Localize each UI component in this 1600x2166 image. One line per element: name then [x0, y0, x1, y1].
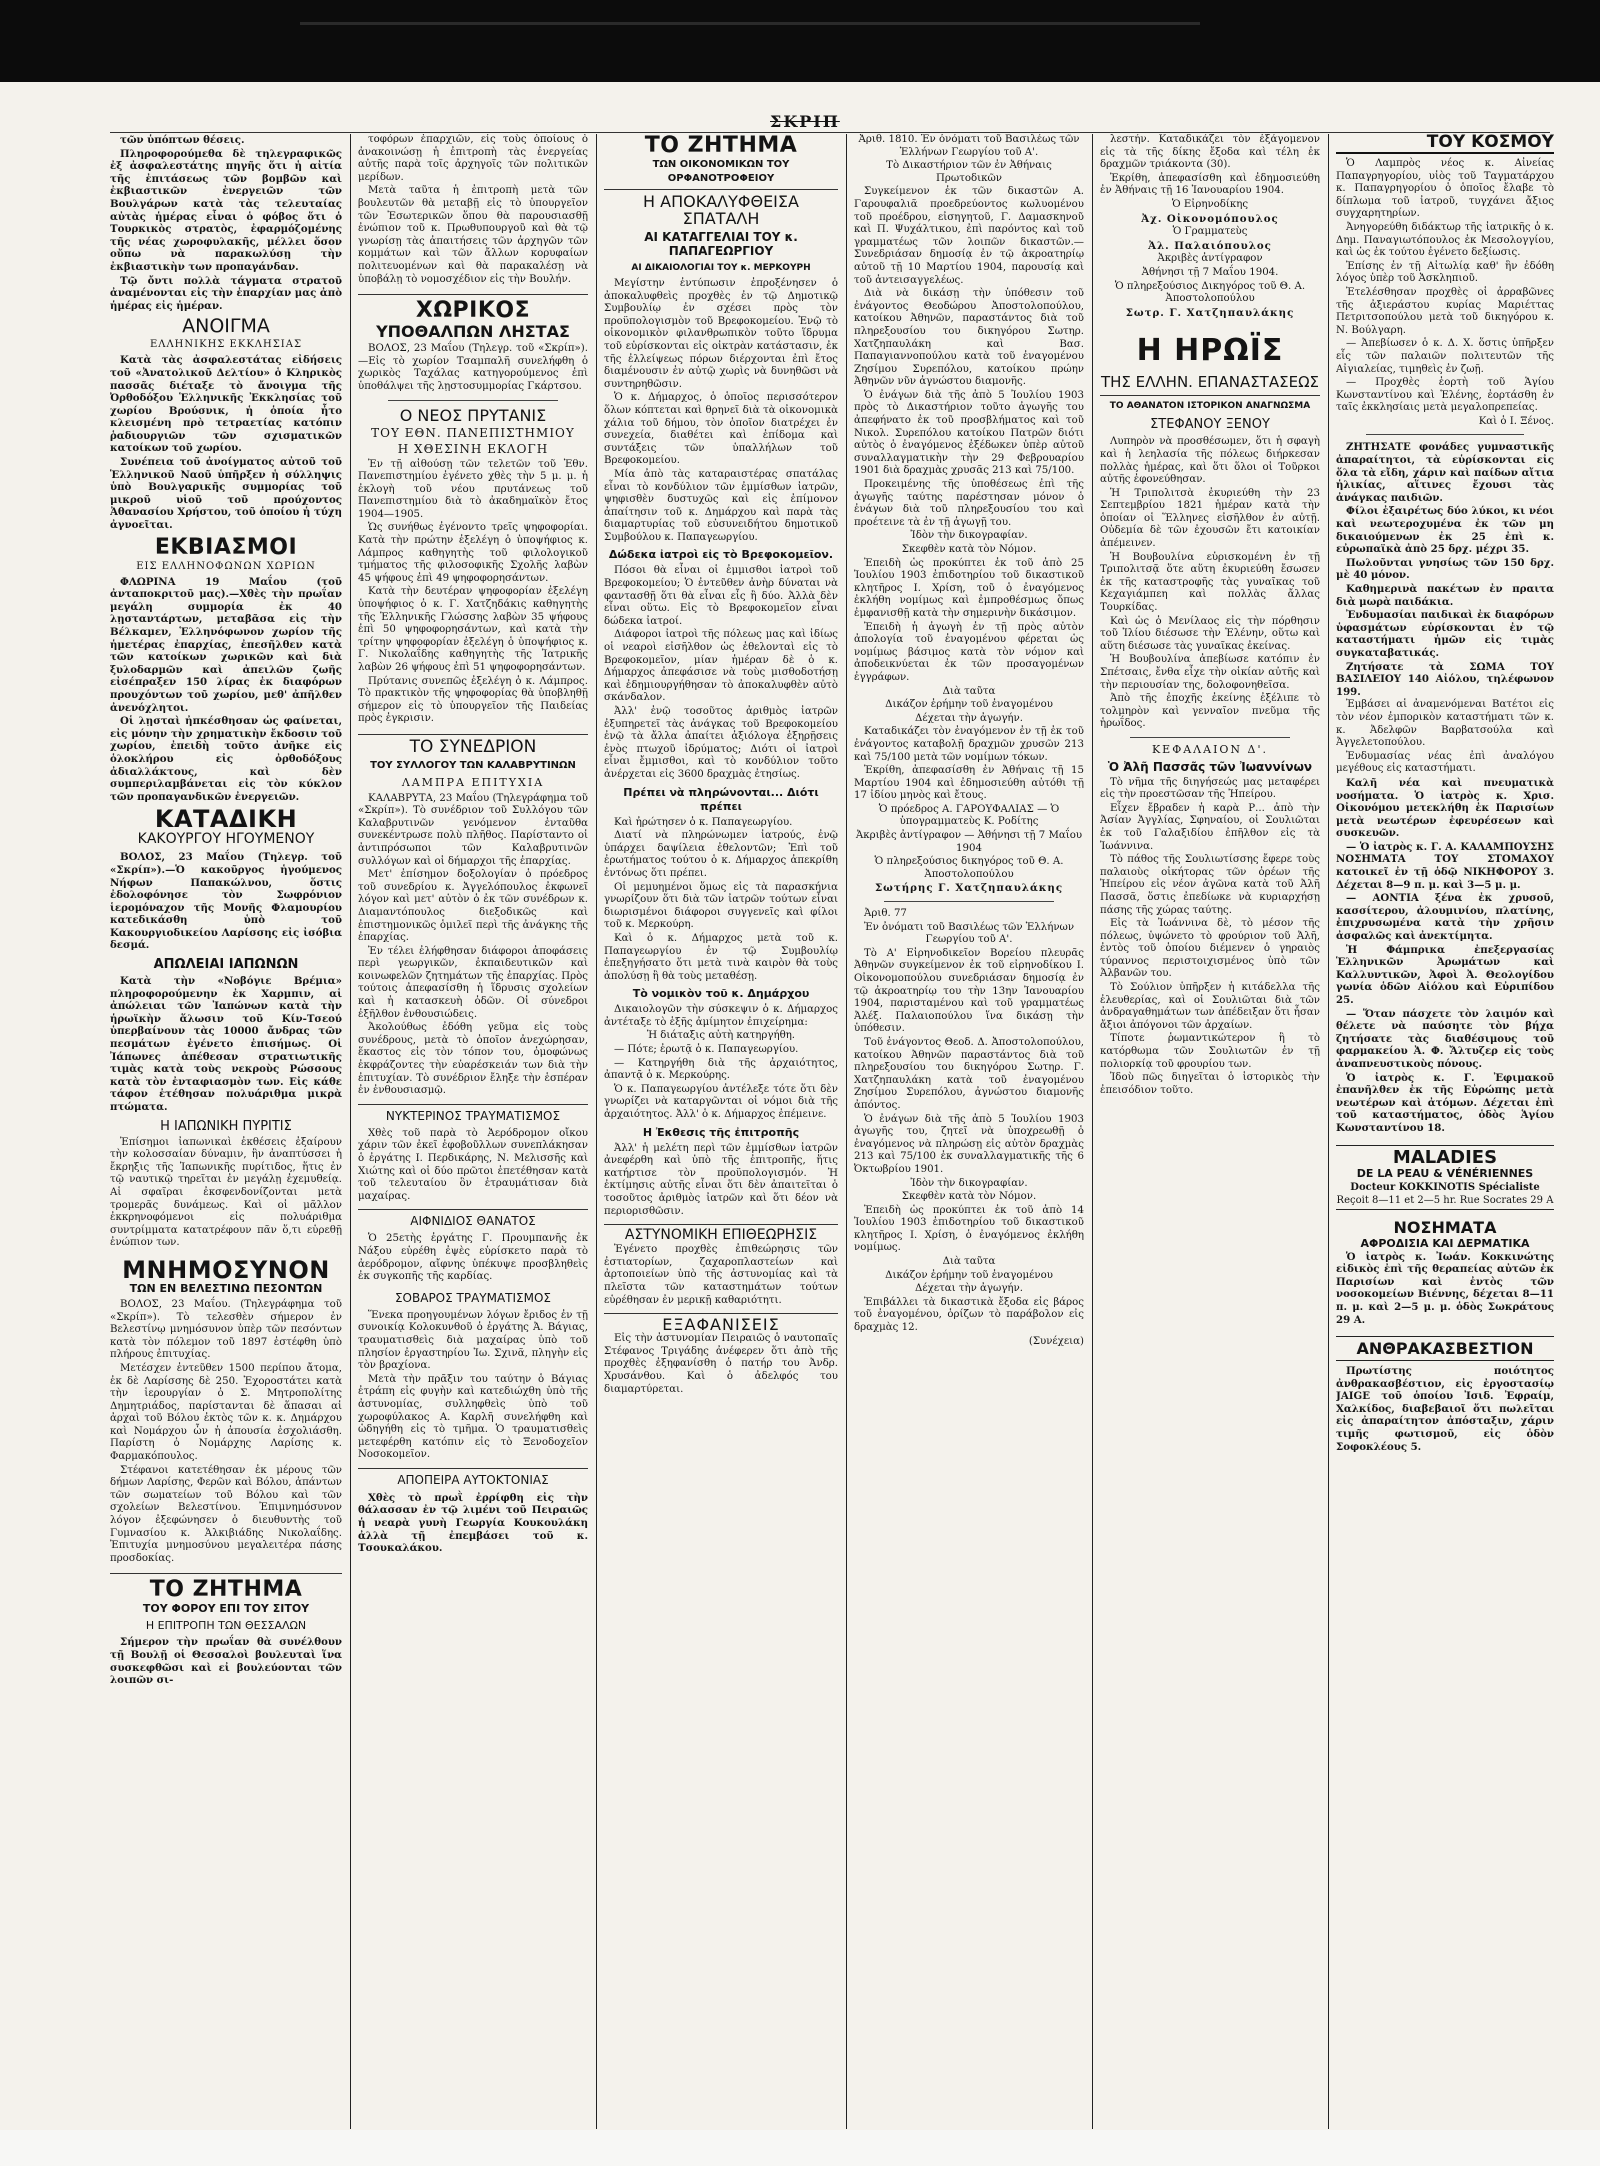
paragraph: Ἰδοὺ πῶς διηγεῖται ὁ ἱστορικὸς τὴν ἐπεισόδιον τοῦτο. [1100, 1072, 1320, 1096]
column-4 [854, 134, 1084, 2129]
headline: ΑΣΤΥΝΟΜΙΚΗ ΕΠΙΘΕΩΡΗΣΙΣ [604, 1224, 838, 1244]
paragraph: — Ἀπεβίωσεν ὁ κ. Δ. Χ. ὅστις ὑπῆρξεν εἷς τῶν παλαιῶν πολιτευτῶν τῆς Αἰγιαλείας, τιμηθεὶς ἐν ζωῇ. [1336, 338, 1554, 375]
subheadline: ΤΟΥ ΕΘΝ. ΠΑΝΕΠΙΣΤΗΜΙΟΥ [371, 425, 575, 440]
signature: Ἀλ. Παλαιόπουλος [1148, 239, 1272, 252]
ad-line: Docteur KOKKINOTIS Spécialiste [1350, 1181, 1540, 1193]
advertisement-box [1336, 1336, 1554, 1361]
paragraph: — Προχθὲς ἑορτὴ τοῦ Ἁγίου Κωνσταντίνου καὶ Ἑλένης, ἐορτάσθη ἐν ταῖς ἐκκλησίαις μετὰ μεγαλοπρεπείας. [1336, 377, 1554, 414]
paragraph: Εἰς τὰ Ἰωάννινα δὲ, τὸ μέσον τῆς πόλεως, ὑψώνετο τὸ φρούριον τοῦ Ἀλῆ, ἐντὸς τοῦ ὁποίου διέμενεν ὁ γηραιὸς τύραννος περιστοιχισμένος ὑπὸ τῶν Ἀλβανῶν του. [1100, 918, 1320, 980]
headline: ΣΟΒΑΡΟΣ ΤΡΑΥΜΑΤΙΣΜΟΣ [394, 1290, 552, 1305]
advertisement: Πρωτίστης ποιότητος ἀνθρακασβέστιον, εἰς ἐργοστασίῳ JAIGE τοῦ ὁποίου Ἰσιδ. Ἐφραίμ, Χαλκίδος, διαβεβαιοῖ ὅτι πωλεῖται εἰς ἀπαραίτητον ἀπόσταξιν, χάριν τιμῆς φωτισμοῦ, εἰς ὁδὸν Σοφοκλέους 5. [1336, 1365, 1554, 1453]
paragraph: Ἐπιβάλλει τὰ δικαστικὰ ἔξοδα εἰς βάρος τοῦ ἐναγομένου, ὁρίζων τὸ παράβολον εἰς δραχμὰς 12. [854, 1296, 1084, 1334]
paragraph: Ἕνεκα προηγουμένων λόγων ἔριδος ἐν τῇ συνοικίᾳ Κολοκυνθοῦ ὁ ἐργάτης Ἀ. Βάγιας, τραυματισθεὶς διὰ μαχαίρας ὑπὸ τοῦ πλησίον ἐργαστηρίου Ἰω. Σχινᾶ, πληγὴν εἰς τὸν βραχίονα. [358, 1309, 588, 1372]
paragraph: Εἰς τὴν ἀστυνομίαν Πειραιῶς ὁ ναυτοπαῖς Στέφανος Τριγάδης ἀνέφερεν ὅτι ἀπὸ τῆς προχθὲς ἐξηφανίσθη ὁ πατήρ του Ἀνδρ. Χρυσάνθου. Καὶ ὁ ἀδελφός του διαμαρτύρεται. [604, 1333, 838, 1395]
ad-title: MALADIES [1392, 1146, 1498, 1168]
column-2 [358, 134, 588, 2129]
paragraph: τοφόρων ἐπαρχιῶν, εἰς τοὺς ὁποίους ὁ ἀνακοινώσῃ ἡ ἐπιτροπὴ τὰς ἐνεργείας αὐτῆς παρὰ τοῖς ἀρχηγοῖς τῶν πολιτικῶν μερίδων. [358, 134, 588, 183]
subheadline: ΤΟΥ ΣΥΛΛΟΓΟΥ ΤΩΝ ΚΑΛΑΒΡΥΤΙΝΩΝ [370, 759, 576, 771]
headline: ΕΚΒΙΑΣΜΟΙ [154, 534, 298, 560]
paragraph: Ὁ κ. Δήμαρχος, ὁ ὁποῖος περισσότερον ὅλων κόπτεται καὶ θρηνεῖ διὰ τὰ οἰκονομικὰ χάλια τοῦ δήμου, τὸν ὁποῖον διατρέχει ἐν συνεχεία, διαθέτει καὶ ἐπίδομα καὶ συντάξεις τῶν ὑπαλλήλων τοῦ Βρεφοκομείου. [604, 392, 838, 467]
paragraph: Τὸ Σούλιον ὑπῆρξεν ἡ κιτάδελλα τῆς ἐλευθερίας, καὶ οἱ Σουλιῶται διὰ τῶν ἀνδραγαθημάτων των ἀπέδειξαν ὅτι ἦσαν ἄξιοι ἀπόγονοι τῶν ἀρχαίων. [1100, 982, 1320, 1031]
paragraph: Πρύτανις συνεπῶς ἐξελέγη ὁ κ. Λάμπρος. Τὸ πρακτικὸν τῆς ψηφοφορίας θὰ ὑποβληθῇ σήμερον εἰς τὸ ὑπουργεῖον τῆς Παιδείας πρὸς ἐγκρισιν. [358, 675, 588, 725]
column-5 [1100, 134, 1320, 2129]
paragraph: Ὁ Εἰρηνοδίκης [1171, 198, 1249, 210]
chapter-heading: ΚΕΦΑΛΑΙΟΝ Δ'. [1151, 742, 1269, 756]
paragraph: Ἀλλ' ἡ μελέτη περὶ τῶν ἐμμίσθων ἰατρῶν ἀνεφέρθη καὶ ὑπὸ τῆς ἐπιτροπῆς, ἥτις κατήρτισε τὸν προϋπολογισμόν. Ἡ ἐκτίμησις αὐτῆς εἶναι ὅτι δὲν ἀπαιτεῖται ὁ τοσοῦτος ἀριθμὸς ἰατρῶν καὶ ὅτι δέον νὰ περιορισθῶσιν. [604, 1142, 838, 1217]
paragraph: Μετὰ τὴν πρᾶξιν του ταύτην ὁ Βάγιας ἐτράπη εἰς φυγὴν καὶ κατεδιώχθη ὑπὸ τῆς ἀστυνομίας, συλληφθεὶς ὑπὸ τοῦ χωροφύλακος Α. Καρλῆ συνελήφθη καὶ ὡδηγήθη εἰς τὸ τμῆμα. Ὁ τραυματισθεὶς μετεφέρθη κατόπιν εἰς τὸ Ξενοδοχεῖον Νοσοκομεῖον. [358, 1373, 588, 1461]
subheadline: Η ΧΘΕΣΙΝΗ ΕΚΛΟΓΗ [397, 441, 549, 456]
ad-subtitle: ΑΦΡΟΔΙΣΙΑ ΚΑΙ ΔΕΡΜΑΤΙΚΑ [1360, 1236, 1530, 1250]
paragraph: Καὶ ὁ Ι. Ξένος. [1478, 415, 1554, 427]
paragraph: Ἐκρίθη, ἀπεφασίσθη ἐν Ἀθήναις τῇ 15 Μαρτίου 1904 καὶ ἐδημοσιεύθη αὐτόθι τῇ 17 ἰδίου μηνὸς καὶ ἔτους. [854, 765, 1084, 802]
advertisement: Ζητήσατε τὰ ΣΩΜΑ ΤΟΥ ΒΑΣΙΛΕΙΟΥ 140 Αἰόλου, τηλέφωνον 199. [1336, 660, 1554, 698]
signature: Σωτήρης Γ. Χατζηπαυλάκης [874, 882, 1064, 895]
paragraph: Ἀκριβὲς ἀντίγραφον [1157, 253, 1263, 265]
advertisement: — ΑΟΝΤΙΑ ξένα ἐκ χρυσοῦ, κασσίτερου, ἀλουμινίου, πλατίνης, ἐπιχρυσωμένα κατὰ τὴν χρῆσιν ἀσφαλῶς καὶ ἀνεκτίμητα. [1336, 892, 1554, 943]
paragraph: Τὸ Α' Εἰρηνοδικεῖον Βορείου πλευρᾶς Ἀθηνῶν συγκείμενον ἐκ τοῦ εἰρηνοδίκου Ι. Οἰκονομοπούλου συνεδριάσαν δημοσίᾳ ἐν τῷ ἀκροατηρίῳ του τὴν 13ην Ἰανουαρίου 1904, παρισταμένου καὶ τοῦ γραμματέως Ἀλέξ. Παλαιοπούλου ἵνα δικάσῃ τὴν ὑπόθεσιν. [854, 947, 1084, 1035]
paragraph: Διατί νὰ πληρώνωμεν ἰατρούς, ἐνῷ ὑπάρχει δαψίλεια ἐθελοντῶν; Ἐπὶ τοῦ ἐρωτήματος τούτου ὁ κ. Δήμαρχος ἀπεκρίθη ἐντόνως ὅτι πρέπει. [604, 830, 838, 879]
subheadline: Η ΕΠΙΤΡΟΠΗ ΤΩΝ ΘΕΣΣΑΛΩΝ [145, 1619, 307, 1633]
paragraph: Ὁ ἐνάγων διὰ τῆς ἀπὸ 5 Ἰουλίου 1903 ἀγωγῆς του, ζητεῖ νὰ ὑποχρεωθῇ ὁ ἐναγόμενος νὰ πληρώσῃ εἰς αὐτὸν δραχμὰς 213 καὶ 75/100 ἐκ συναλλαγματικῆς τῆς 6 Ὀκτωβρίου 1901. [854, 1113, 1084, 1175]
paragraph: Ἐν τέλει ἐλήφθησαν διάφοροι ἀποφάσεις περὶ γεωργικῶν, ἐκπαιδευτικῶν καὶ κοινωφελῶν ζητημάτων τῆς ἐπαρχίας. Πρὸς τούτοις ἀπεφασίσθη ἡ ἵδρυσις σχολείων καὶ ἡ κατασκευὴ ὁδῶν. Οἱ σύνεδροι ἐξῆλθον ἐνθουσιώδεις. [358, 945, 588, 1020]
headline: ΕΞΑΦΑΝΙΣΕΙΣ [604, 1313, 838, 1333]
paragraph: Ἐπειδὴ ὡς προκύπτει ἐκ τοῦ ἀπὸ 25 Ἰουλίου 1903 ἐπιδοτηρίου τοῦ δικαστικοῦ κλητῆρος Ι. Χρίση, τοῦ ὁ ἐναγόμενος ἐκλήθη νομίμως καὶ ἐμπροθέσμως ὅπως ἐμφανισθῇ κατὰ τὴν σημερινὴν δικάσιμον. [854, 557, 1084, 619]
ad-title: ΑΝΘΡΑΚΑΣΒΕΣΤΙΟΝ [1356, 1339, 1534, 1359]
paragraph: Ἀριθ. 77 [864, 908, 907, 920]
paragraph: Συνέπεια τοῦ ἀνοίγματος αὐτοῦ τοῦ Ἑλληνικοῦ Ναοῦ ὑπῆρξεν ἡ σύλληψις ὑπὸ Βουλγαρικῆς συμμορίας τοῦ μικροῦ υἱοῦ τοῦ προύχοντος Ἀθανασίου Χρήστου, τοῦ ὁποίου ἡ τύχη ἀγνοεῖται. [110, 456, 342, 532]
signature: Ἀχ. Οἰκονομόπουλος [1141, 212, 1279, 225]
advertisement: Ἡ Φάμπρικα ἐπεξεργασίας Ἑλληνικῶν Ἀρωμάτων καὶ Καλλυντικῶν, Ἀφοὶ Ἀ. Θεολογίδου γωνία ὁδῶν Αἰόλου καὶ Εὐριπίδου 25. [1336, 943, 1554, 1006]
paragraph: Ὁ ἐνάγων διὰ τῆς ἀπὸ 5 Ἰουλίου 1903 πρὸς τὸ Δικαστήριον τοῦτο ἀγωγῆς του ἀπεφήνατο ἐκ τοῦ προσβλήματος καὶ τοῦ Νικολ. Συρεπόλου κατοίκου Πατρῶν διότι αὐτὸς ὁ ἐναγόμενος ἐξέδωκεν ὑπὲρ αὐτοῦ συναλλαγματικὴν τὴν 29 Φεβρουαρίου 1901 διὰ δραχμὰς χρυσᾶς 213 καὶ 75/100. [854, 389, 1084, 477]
advertisement: Φίλοι ἐξαιρέτως δύο λύκοι, κι νέοι καὶ νεωτεροχυμένα ἐκ τῶν μη δικαιούμενων ἐκ 25 ἐπὶ κ. εὐρωπαϊκὰ ἀπὸ 25 δρχ. μέχρι 35. [1336, 505, 1554, 556]
paragraph: ΒΟΛΟΣ, 23 Μαΐου (Τηλεγρ. τοῦ «Σκρίπ»).—Ὁ κακοῦργος ἡγούμενος Νήφων Παπακώλνου, ὅστις ἐδολοφόνησε τὸν Σωφρόνιον ἱερομόναχον τῆς Μονῆς Φλαμουρίου κατεδικάσθη ὑπὸ τοῦ Κακουργιοδικείου Λαρίσσης εἰς ἰσόβια δεσμά. [110, 851, 342, 952]
column-3 [604, 134, 838, 2129]
paragraph: Ἀθήνησι τῇ 7 Μαΐου 1904. [1141, 266, 1279, 278]
subheadline: ΕΙΣ ΕΛΛΗΝΟΦΩΝΩΝ ΧΩΡΙΩΝ [136, 560, 316, 572]
serial-subtitle: ΤΗΣ ΕΛΛΗΝ. ΕΠΑΝΑΣΤΑΣΕΩΣ [1100, 373, 1320, 392]
paragraph: Ὁ πληρεξούσιος Δικηγόρος τοῦ Θ. Α. Ἀποστολοπούλου [1114, 280, 1306, 305]
paragraph: Τῷ ὄντι πολλὰ τάγματα στρατοῦ ἀναμένονται εἰς τὴν ἐπαρχίαν μας ἀπὸ ἡμέρας εἰς ἡμέραν. [110, 274, 342, 312]
headline: ΑΙΦΝΙΔΙΟΣ ΘΑΝΑΤΟΣ [358, 1209, 588, 1230]
paragraph: Ἐκρίθη, ἀπεφασίσθη καὶ ἐδημοσιεύθη ἐν Ἀθήναις τῇ 16 Ἰανουαρίου 1904. [1100, 172, 1320, 197]
paragraph: Εἶχεν ἔβραδεν ἡ καρὰ Ρ... ἀπὸ τὴν Ἀσίαν Ἀγγλίας, Σφηναίου, οἱ Σουλιῶται ἐκ τοῦ Γαλαξιδίου ἐπῆλθον εἰς τὰ Ἰωάννινα. [1100, 802, 1320, 852]
paragraph: Στέφανοι κατετέθησαν ἐκ μέρους τῶν δήμων Λαρίσης, Φερῶν καὶ Βόλου, ἁπάντων τῶν σωματείων τοῦ Βόλου καὶ τῶν σχολείων Βελεστίνου. Ἐπιμνημόσυνον λόγον ἐξεφώνησεν ὁ διευθυντὴς τοῦ Γυμνασίου κ. Ἀλκιβιάδης Νικολαΐδης. Ἐπιτυχία μνημοσύνου μεγαλειτέρα πάσης προσδοκίας. [110, 1464, 342, 1564]
paragraph: Κατὰ τὴν δευτέραν ψηφοφορίαν ἐξελέγη ὑποψήφιος ὁ κ. Γ. Χατζηδάκις καθηγητὴς τῆς Ἑλληνικῆς Γλώσσης λαβὼν 35 ψήφους ἐπὶ 50 ψηφοφορησάντων, καὶ κατὰ τὴν τρίτην ψηφοφορίαν ἐξελέγη ὁ ὑποψήφιος κ. Γ. Νικολαΐδης καθηγητὴς τῆς Ἰατρικῆς λαβὼν 26 ψήφους ἐπὶ 51 ψηφοφορησάντων. [358, 586, 588, 673]
paragraph: Τὸ νῆμα τῆς διηγήσεώς μας μεταφέρει εἰς τὴν προεστῶσαν τῆς Ἠπείρου. [1100, 776, 1320, 801]
headline: ΑΠΟΠΕΙΡΑ ΑΥΤΟΚΤΟΝΙΑΣ [358, 1468, 588, 1489]
subheadline: ΑΙ ΚΑΤΑΓΓΕΛΙΑΙ ΤΟΥ κ. ΠΑΠΑΓΕΩΡΓΙΟΥ [644, 230, 798, 258]
serial-author: ΣΤΕΦΑΝΟΥ ΞΕΝΟΥ [1150, 417, 1270, 433]
subheadline: ΑΙ ΔΙΚΑΙΟΛΟΓΙΑΙ ΤΟΥ κ. ΜΕΡΚΟΥΡΗ [631, 263, 811, 273]
headline: ΝΥΚΤΕΡΙΝΟΣ ΤΡΑΥΜΑΤΙΣΜΟΣ [358, 1104, 588, 1125]
paragraph: Καὶ ὡς ὁ Μενίλαος εἰς τὴν πόρθησιν τοῦ Ἰλίου διέσωσε τὴν Ἑλένην, οὕτω καὶ αὕτη διέσωσε τὰς γυναῖκας ἐκείνας. [1100, 615, 1320, 652]
paragraph: Ἐπειδὴ ὡς προκύπτει ἐκ τοῦ ἀπὸ 14 Ἰουλίου 1903 ἐπιδοτηρίου τοῦ δικαστικοῦ κλητῆρος Ι. Χρίση, ὁ ἐναγόμενος ἐκλήθη νομίμως. [854, 1204, 1084, 1254]
paragraph: Διὰ νὰ δικάσῃ τὴν ὑπόθεσιν τοῦ ἐνάγοντος Θεοδώρου Ἀποστολοπούλου, κατοίκου Ἀθηνῶν, παραστάντος διὰ τοῦ πληρεξουσίου του δικηγόρου Σωτηρ. Χατζηπαυλάκη καὶ Βασ. Παπαγιαννοπούλου κατὰ τοῦ ἐναγομένου Ζησίμου Συρεπόλου, κατοίκου πρώην Ἀθηνῶν νῦν ἀγνώστου διαμονῆς. [854, 288, 1084, 388]
paragraph: Καὶ ἠρώτησεν ὁ κ. Παπαγεωργίου. [614, 816, 793, 828]
column-6 [1336, 134, 1554, 2129]
paragraph: Ἐπίσημοι ἰαπωνικαὶ ἐκθέσεις ἐξαίρουν τὴν κολοσσαίαν δύναμιν, ἣν ἀναπτύσσει ἡ ἔκρηξις τῆς Ἰαπωνικῆς πυρίτιδος, ἥτις ἐν τῷ ναυτικῷ τηρεῖται ἐν μεγάλῃ ἐχεμυθείᾳ. Αἱ σφαῖραι ἐκσφενδονίζονται μετὰ τρομερᾶς δυνάμεως. Καὶ οἱ μᾶλλον ἐκκρηνοφόμενοι εἰς πολυάριθμα συντρίμματα κατατρέφουν πᾶν ὅ,τι εὑρεθῇ ἐνώπιον των. [110, 1136, 342, 1249]
paragraph: Προκειμένης τῆς ὑποθέσεως ἐπὶ τῆς ἀγωγῆς ταύτης παρέστησαν μόνον ὁ ἐνάγων διὰ τοῦ πληρεξουσίου του καὶ προέτεινε τὰ ἐν τῇ ἀγωγῇ του. [854, 479, 1084, 528]
headline: ΚΑΤΑΔΙΚΗ [154, 805, 298, 834]
paragraph: Τὸ Δικαστήριον τῶν ἐν Ἀθήναις Πρωτοδικῶν [886, 160, 1052, 184]
paragraph: — Κατηργήθη διὰ τῆς ἀρχαιότητος, ἀπαντᾷ ὁ κ. Μερκούρης. [604, 1057, 838, 1082]
subheadline: ΤΩΝ ΟΙΚΟΝΟΜΙΚΩΝ ΤΟΥ ΟΡΦΑΝΟΤΡΟΦΕΙΟΥ [652, 159, 790, 184]
paragraph: Ἀκριβὲς ἀντίγραφον — Ἀθήνησι τῇ 7 Μαΐου 1904 [855, 830, 1083, 854]
paragraph: Ἐν ὀνόματι τοῦ Βασιλέως τῶν Ἑλλήνων Γεωργίου τοῦ Α'. [863, 921, 1075, 946]
paragraph: Μία ἀπὸ τὰς καταραιστέρας σπατάλας εἶναι τὸ κονδύλιον τῶν ἐμμίσθων ἰατρῶν, ψηφισθὲν δυστυχῶς καὶ εἰς ἐπίμονον ἀπαίτησιν τοῦ κ. Δημάρχου καὶ παρὰ τὰς διαμαρτυρίας τοῦ εὐσυνειδήτου δημοτικοῦ Συμβούλου κ. Παπαγεωργίου. [604, 468, 838, 543]
headline: Ο ΝΕΟΣ ΠΡΥΤΑΝΙΣ [399, 405, 547, 425]
paragraph: Διὰ ταῦτα [942, 685, 996, 697]
paragraph: Καὶ ὁ κ. Δήμαρχος μετὰ τοῦ κ. Παπαγεωργίου ἐν τῷ Συμβουλίῳ ἐπεξηγήσατο ὅτι μετὰ τινὰ καιρὸν θὰ τοὺς ἀπολύσῃ ἢ θὰ τοὺς μεταθέσῃ. [604, 932, 838, 982]
headline: ΤΟ ΣΥΝΕΔΡΙΟΝ [358, 734, 588, 756]
paragraph: Χθὲς τὸ πρωῒ ἐρρίφθη εἰς τὴν θάλασσαν ἐν τῷ λιμένι τοῦ Πειραιῶς ἡ νεαρὰ γυνὴ Γεωργία Κουκουλάκη ἀλλὰ τῇ ἐπεμβάσει τοῦ κ. Τσουκαλάκου. [358, 1491, 588, 1555]
subheadline: ΛΑΜΠΡΑ ΕΠΙΤΥΧΙΑ [401, 775, 545, 789]
ad-title: ΝΟΣΗΜΑΤΑ [1393, 1217, 1497, 1237]
advertisement: — Ὅταν πάσχετε τὸν λαιμόν καὶ θέλετε νὰ παύσητε τὸν βήχα ζητήσατε τὰς διαθέσιμους τοῦ φαρμακείου Ἀ. Φ. Ἄλτυζερ εἰς τοὺς ἀναπνευστικοὺς πόνους. [1336, 1007, 1554, 1070]
headline: ΑΝΟΙΓΜΑ [182, 315, 270, 338]
advertisement-box [1336, 1145, 1554, 1210]
paragraph: Ὁ πληρεξούσιος δικηγόρος τοῦ Θ. Α. Ἀποστολοπούλου [874, 856, 1064, 880]
page-folio: ΣΚΡΙΠ [770, 112, 840, 131]
paragraph: Κατὰ τὴν «Νοβόγιε Βρέμια» πληροφορούμενην ἐκ Χαρμπιν, αἱ ἀπώλειαι τῶν Ἰαπώνων κατὰ τὴν ἡρωϊκὴν ἅλωσιν τοῦ Κίν-Τσεού ὑπερβαίνουν τὰς 10000 ἄνδρας τῶν πεσμάτων ἐγένετο ἐπισήμως. Οἱ Ἰάπωνες ἀπέθεσαν στρατιωτικῆς τιμὰς κατὰ τοὺς νεκροὺς Ρώσσους κατὰ τὸν ἐνταφιασμὸν των. Εἰς κάθε τάφον ἐτέθησαν πολυάριθμα μικρὰ πτώματα. [110, 975, 342, 1113]
advertisement: Πωλοῦνται γνησίως τῶν 150 δρχ. μὲ 40 μόνον. [1336, 556, 1554, 582]
subheadline: ΕΛΛΗΝΙΚΗΣ ΕΚΚΛΗΣΙΑΣ [149, 339, 303, 351]
paragraph: Ἐπίσης ἐν τῇ Αἰτωλίᾳ καθ' ἣν ἐδόθη λόγος ὑπὲρ τοῦ Ἀσκληπιοῦ. [1336, 260, 1554, 285]
headline: ΤΟ ΖΗΤΗΜΑ [644, 134, 798, 158]
paragraph: Ἡ διάταξις αὐτὴ κατηργήθη. [646, 1030, 796, 1042]
paragraph: Δικαιολογῶν τὴν σύσκεψιν ὁ κ. Δήμαρχος ἀντέταξε τὸ ἑξῆς ἀμίμητον ἐπιχείρημα: [604, 1004, 838, 1028]
paragraph: Ὁ Γραμματεὺς [1172, 226, 1248, 238]
paragraph: λεστήν. Καταδικάζει τὸν ἐξάγομενον εἰς τὰ τῆς δίκης ἔξοδα καὶ τέλη ἐκ δραχμῶν τριάκοντα (30). [1100, 134, 1320, 171]
paragraph: Συγκείμενον ἐκ τῶν δικαστῶν Α. Γαρουφαλιᾶ προεδρεύοντος κωλυομένου τοῦ προέδρου, εἰσηγητοῦ, Γ. Δαμασκηνοῦ καὶ Π. Ψυχάλτικου, ἐπὶ παρόντος καὶ τοῦ γραμματέως τῶν λοιπῶν δικαστῶν.—Συνεδριάσαν δημοσίᾳ ἐν τῷ ἀκροατηρίῳ αὐτοῦ τῇ 10 Μαρτίου 1904, παρουσίᾳ καὶ τοῦ ἀντεισαγγελέως. [854, 186, 1084, 286]
paragraph: ΒΟΛΟΣ, 23 Μαΐου (Τηλεγρ. τοῦ «Σκρίπ»).—Εἰς τὸ χωρίον Τσαμπαλῆ συνελήφθη ὁ χωρικὸς Ταχάλας κατηγορούμενος ἐπὶ ὑποθάλψει τῆς λῃστοσυμμορίας Γκάρτσου. [358, 343, 588, 392]
paragraph: Οἱ μεμυημένοι ὅμως εἰς τὰ παρασκήνια γνωρίζουν ὅτι διὰ τῶν ἰατρῶν τούτων εἶναι διωρισμένοι διάφοροι συγγενεῖς καὶ φίλοι τοῦ κ. Μερκούρη. [604, 881, 838, 931]
paragraph: Ὁ πρόεδρος Α. ΓΑΡΟΥΦΑΛΙΑΣ — Ὁ ὑπογραμματεὺς Κ. Ροδίτης [878, 803, 1060, 828]
paragraph: Ἀλλ' ἐνῷ τοσοῦτος ἀριθμὸς ἰατρῶν ἐξυπηρετεῖ τὰς ἀνάγκας τοῦ Βρεφοκομείου ἐνῷ τὰ ἄλλα ἀπαίτει ἀξιόλογα ἐξηρῇσεις ἐνὸς πτωχοῦ ἰδρύματος; Διότι οἱ ἰατροὶ εἶναι ἔμμισθοι, καὶ τὸ κονδύλιον τοῦτο ἀνέρχεται εἰς 3600 δραχμὰς ἐτησίως. [604, 706, 838, 780]
paragraph: Λυπηρὸν νὰ προσθέσωμεν, ὅτι ἡ σφαγὴ καὶ ἡ λεηλασία τῆς πόλεως διήρκεσαν πολλὰς ἡμέρας, καὶ ὅτι ὅλοι οἱ Τοῦρκοι αὐτῆς ἐφονεύθησαν. [1100, 436, 1320, 486]
paragraph: Ἡ Βουβουλίνα εὑρισκομένη ἐν τῇ Τριπολιτσᾷ ὅτε αὕτη ἐκυριεύθη ἔσωσεν ἐκ τῆς καταστροφῆς τὰς γυναῖκας τοῦ Κεχαγιάμπεη καὶ πολλὰς ἄλλας Τουρκίδας. [1100, 551, 1320, 614]
paragraph: Μεγίστην ἐντύπωσιν ἐπροξένησεν ὁ ἀποκαλυφθεὶς προχθὲς ἐν τῷ Δημοτικῷ Συμβουλίῳ ἐν σχέσει πρὸς τὸν προϋπολογισμὸν τοῦ Βρεφοκομείου. Ἐνῷ τὸ οἰκονομικὸν φιλανθρωπικὸν τοῦτο ἵδρυμα τοῦ εὑρίσκονται εἰς οἰκτρὰν κατάστασιν, ἐκ τῆς ἐλλείψεως πόρων διέρχονται ἐπὶ ἔτος διαμένουσιν ἐν αὐτῷ χωρὶς νὰ δυνηθῶσι νὰ συντηρηθῶσιν. [604, 278, 838, 390]
chapter-title: Ὁ Ἀλῆ Πασσᾶς τῶν Ἰωαννίνων [1107, 759, 1313, 774]
advertisement: Καλῆ νέα καὶ πνευματικὰ νοσήματα. Ὁ ἰατρὸς κ. Χρισ. Οἰκονόμου μετεκλήθη ἐκ Παρισίων μετὰ νεωτέρων ἐφευρέσεων καὶ συσκευῶν. [1336, 776, 1554, 840]
advertisement: ΖΗΤΗΣΑΤΕ φονάδες γυμναστικῆς ἀπαραίτητοι, τὰ εὑρίσκονται εἰς ὅλα τὰ εἴδη, χάριν καὶ παίδων αἴτια ἡλικίας, αἵτινες ἔχουσι τὰς ἀνάγκας παιδιῶν. [1336, 441, 1554, 504]
paragraph: Πόσοι θὰ εἶναι οἱ ἐμμισθοι ἰατροὶ τοῦ Βρεφοκομείου; Ὁ ἐντεῦθεν ἀνὴρ δύναται νὰ φαντασθῇ ὅτι θὰ εἶναι εἷς ἢ δύο. Ἀλλὰ δὲν εἶναι οὕτω. Εἰς τὸ Βρεφοκομεῖον εἶναι δώδεκα ἰατροί. [604, 565, 838, 627]
subheadline: Τὸ νομικὸν τοῦ κ. Δημάρχου [632, 987, 810, 1001]
signature: Σωτρ. Γ. Χατζηπαυλάκης [1125, 306, 1295, 319]
paragraph: Δέχεται τὴν ἀγωγήν. [915, 1283, 1023, 1295]
section-header: ΤΟΥ ΚΟΣΜΟΥ [1336, 134, 1554, 154]
ad-line: Reçoit 8—11 et 2—5 hr. Rue Socrates 29 A [1336, 1194, 1554, 1206]
paragraph: Μετέσχεν ἐντεῦθεν 1500 περίπου ἄτομα, ἐκ δὲ Λαρίσσης δὲ 250. Ἐχοροστάτει κατὰ τὴν ἱερουργίαν ὁ Σ. Μητροπολίτης Δημητριάδος, παρίστανται δὲ ἅπασαι αἱ ἀρχαὶ τοῦ Βόλου ἐκτὸς τῶν κ. κ. Δημάρχου καὶ Νομάρχου ὧν ἡ ἀπουσία ἐσχολιάσθη. Παρίστη ὁ Νομάρχης Λαρίσης κ. Φαρμακόπουλος. [110, 1362, 342, 1463]
advertisement: Ἐνδυμασίας νέας ἐπὶ ἀναλόγου μεγέθους εἰς καταστήματι. [1336, 750, 1554, 775]
paragraph: Ἐν τῇ αἰθούσῃ τῶν τελετῶν τοῦ Ἐθν. Πανεπιστημίου ἐγένετο χθὲς τὴν 5 μ. μ. ἡ ἐκλογὴ τοῦ νέου πρυτάνεως τοῦ Πανεπιστημίου διὰ τὸ ἀκαδημαϊκὸν ἔτος 1904—1905. [358, 458, 588, 520]
subheadline: Η Ἐκθεσις τῆς ἐπιτροπῆς [642, 1125, 800, 1139]
column-rule [846, 134, 847, 2129]
paragraph: — Πότε; ἐρωτᾷ ὁ κ. Παπαγεωργίου. [614, 1044, 799, 1056]
paragraph: Δικάζον ἐρήμην τοῦ ἐναγομένου [885, 699, 1053, 711]
headline: ΤΟ ΖΗΤΗΜΑ [110, 1573, 342, 1602]
paragraph: Ἡ Βουβουλίνα ἀπεβίωσε κατόπιν ἐν Σπέτσαις, ἔνθα εἶχε τὴν οἰκίαν αὐτῆς καὶ τὴν περιουσίαν της, δολοφονηθεῖσα. [1100, 654, 1320, 691]
paragraph: Ὡς συνήθως ἐγένοντο τρεῖς ψηφοφορίαι. Κατὰ τὴν πρώτην ἐξελέγη ὁ ὑποψήφιος κ. Λάμπρος καθηγητὴς τοῦ φιλολογικοῦ τμήματος τῆς φιλοσοφικῆς Σχολῆς λαβὼν 45 ψήφους ἐπὶ 49 ψηφοφορησάντων. [358, 522, 588, 584]
paragraph: Δέχεται τὴν ἀγωγήν. [915, 712, 1023, 724]
advertisement: — Ὁ ἰατρὸς κ. Γ. Α. ΚΑΛΑΜΠΟΥΣΗΣ ΝΟΣΗΜΑΤΑ ΤΟΥ ΣΤΟΜΑΧΟΥ κατοικεῖ ἐν τῇ ὁδῷ ΝΙΚΗΦΟΡΟΥ 3. Δέχεται 8—9 π. μ. καὶ 3—5 μ. μ. [1336, 840, 1554, 891]
paragraph: Ἐπειδὴ ἡ ἀγωγὴ ἐν τῇ πρὸς αὐτὸν ἀπολογία τοῦ ἐναγομένου φέρεται ὡς νομίμως βάσιμος κατὰ τὸν νόμον καὶ ἀποδεικνύεται ἐκ τῶν προσαγομένων ἐγγράφων. [854, 621, 1084, 683]
paragraph: Κατὰ τὰς ἀσφαλεστάτας εἰδήσεις τοῦ «Ἀνατολικοῦ Δελτίου» ὁ Κληρικὸς πασσᾶς διέταξε τὸ ἄνοιγμα τῆς Ὀρθοδόξου Ἑλληνικῆς Ἐκκλησίας τοῦ χωρίου Βρούσνικ, ἡ ὁποία ἦτο κλεισμένη πρὸ τετραετίας κατόπιν ῥαδιουργιῶν τῶν σχισματικῶν κατοίκων τοῦ χωρίου. [110, 354, 342, 455]
paragraph: τῶν ὑπόπτων θέσεις. [120, 134, 245, 146]
advertisement: Ἐμβάσει αἱ ἀναμενόμεναι Βατέτοι εἰς τὸν νέον ἐμπορικὸν καταστήματι τῶν κ. κ. Ἀδελφῶν Βαρβατσούλα καὶ Ἀγγελετοπούλου. [1336, 699, 1554, 749]
column-rule [350, 134, 351, 2129]
paragraph: Μετ' ἐπίσημον δοξολογίαν ὁ πρόεδρος τοῦ συνεδρίου κ. Ἀγγελόπουλος ἐκφωνεῖ λόγον καὶ μετ' αὐτὸν ὁ ἐκ τῶν συνέδρων κ. Διαμαντόπουλος διεξοδικῶς καὶ ἐπιστημονικῶς ὁμιλεῖ περὶ τῆς ἀνάγκης τῆς ἐπαρχίας. [358, 869, 588, 944]
subheadline: Η ΑΠΟΚΑΛΥΦΘΕΙΣΑ ΣΠΑΤΑΛΗ [604, 189, 838, 227]
subheadline: Δώδεκα ἰατροὶ εἰς τὸ Βρεφοκομεῖον. [608, 548, 834, 562]
paragraph: Οἱ λῃσταὶ ἠπκέσθησαν ὡς φαίνεται, εἰς μόνην τὴν χρηματικὴν ἔκδοσιν τοῦ χωρίου, ἐπειδὴ τοῦτο ἀνῆκε εἰς ὁλοκλήρου εἰς ὀρθοδόξους ἀδιαλλάκτους, καὶ δὲν συμπεριλαμβάνεται εἰς τὸν κύκλον τῶν προπαγανδικῶν ἐνεργειῶν. [110, 715, 342, 803]
headline: ΑΠΩΛΕΙΑΙ ΙΑΠΩΝΩΝ [153, 957, 299, 973]
paragraph: Σκεφθὲν κατὰ τὸν Νόμον. [901, 544, 1037, 555]
paragraph: ΒΟΛΟΣ, 23 Μαΐου. (Τηλεγράφημα τοῦ «Σκρίπ»). Τὸ τελεσθὲν σήμερον ἐν Βελεστίνῳ μνημόσυνον ὑπὲρ τῶν πεσόντων κατὰ τὸν πόλεμον τοῦ 1897 ἐστέφθη ὑπὸ πλήρους ἐπιτυχίας. [110, 1298, 342, 1361]
headline: ΜΝΗΜΟΣΥΝΟΝ [122, 1255, 330, 1284]
paragraph: Τὸ πάθος τῆς Σουλιωτίσσης ἔφερε τοὺς παλαιοὺς οἰκήτορας τῶν ὀρέων τῆς Ἠπείρου εἰς νέον ἀγῶνα κατὰ τοῦ Ἀλῆ Πασσᾶ, ὅστις ἐπεδίωκε νὰ κυριαρχήσῃ πάσης τῆς χώρας ταύτης. [1100, 854, 1320, 916]
subheadline: Πρέπει νὰ πληρώνονται... Διότι πρέπει [623, 785, 819, 813]
paragraph: (Συνέχεια) [1028, 1335, 1084, 1347]
advertisement: Ὁ ἰατρὸς κ. Γ. Ἐφιμακοῦ ἐπανῆλθεν ἐκ τῆς Εὐρώπης μετὰ νεωτέρων καὶ ἀτόμων. Δέχεται ἐπὶ τοῦ καταστήματος, ὁδὸς Ἁγίου Κωνσταντίνου 18. [1336, 1071, 1554, 1134]
paragraph: Ἰδὸν τὴν δικογραφίαν. [910, 1177, 1028, 1189]
scan-bottom-margin [0, 2130, 1600, 2166]
paragraph: Σκεφθὲν κατὰ τὸν Νόμον. [901, 1191, 1037, 1203]
column-rule [596, 134, 597, 2129]
paragraph: Ἐτελέσθησαν προχθὲς οἱ ἀρραβῶνες τῆς ἀξιεράστου κυρίας Μαριέττας Πετριτσοπούλου μετὰ τοῦ δικηγόρου κ. Ν. Βούλγαρη. [1336, 286, 1554, 336]
paragraph: Σήμερον τὴν πρωΐαν θὰ συνέλθουν τῇ Βουλῇ οἱ Θεσσαλοὶ βουλευταὶ ἵνα συσκεφθῶσι καὶ εἰ βουλεύονται τῶν λοιπῶν σι- [110, 1636, 342, 1687]
subheadline: ΥΠΟΘΑΛΠΩΝ ΛΗΣΤΑΣ [376, 322, 570, 342]
paragraph: Ὁ 25ετὴς ἐργάτης Γ. Προυμπανῆς ἐκ Νάξου εὑρέθη ἐψὲς εὑρίσκετο παρὰ τὸ ἀερόδρομον, αἴφνης ὑπέκυψε προσβληθεὶς ἐκ συγκοπῆς τῆς καρδίας. [358, 1233, 588, 1283]
paragraph: Πληροφορούμεθα δὲ τηλεγραφικῶς ἐξ ἀσφαλεστάτης πηγῆς ὅτι ἡ αἰτία τῆς ἐπιτάσεως τῶν βομβῶν καὶ ἐκβιαστικῶν ἐνεργειῶν τῶν Βουλγάρων κατὰ τὰς τελευταίας αὐτὰς ἡμέρας εἶναι ὁ φόβος ὅτι ὁ Τουρκικὸς στρατὸς, ἐφαρμόζομένης τῆς νέας χωροφυλακῆς, μέλλει ὅσον οὔπω νὰ παρακωλύσῃ τὴν ἐκβιαστικὴν των προπαγάνδαν. [110, 147, 342, 273]
paragraph: Ἀκολούθως ἐδόθη γεῦμα εἰς τοὺς συνέδρους, μετὰ τὸ ὁποῖον ἀνεχώρησαν, ἕκαστος εἰς τὸν τόπον του, ὁμοφώνως ἐκφράζοντες τὴν εὐαρέσκειάν των διὰ τὴν ἐπιτυχίαν. Τὸ συνέδριον ἔληξε τὴν ἑσπέραν ἐν ἐνθουσιασμῷ. [358, 1022, 588, 1097]
newspaper-page [110, 134, 1555, 2129]
serial-tagline: ΤΟ ΑΘΑΝΑΤΟΝ ΙΣΤΟΡΙΚΟΝ ΑΝΑΓΝΩΣΜΑ [1100, 395, 1320, 413]
paragraph: ΦΛΩΡΙΝΑ 19 Μαΐου (τοῦ ἀνταποκριτοῦ μας).—Χθὲς τὴν πρωΐαν μεγάλη συμμορία ἐκ 40 λῃσταντάρτων, μεταβᾶσα εἰς τὴν Βέλκαμεν, Ἑλληνόφωνον χωρίον τῆς ἡμετέρας ἐπαρχίας, ἐπεσῆλθεν κατὰ τῶν κατοίκων χωρικῶν καὶ διὰ ξυλοδαρμῶν καὶ ἀπειλῶν ζωῆς εἰσέπραξεν 150 λίρας ἐκ διαφόρων προυχόντων τοῦ χωρίου, μεθ' ἀπῆλθεν ἀνενόχλητοι. [110, 575, 342, 714]
paragraph: Χθὲς τοῦ παρὰ τὸ Ἀερόδρομον οἴκου χάριν τῶν ἐκεῖ ἐφοβοῦλλων συνεπλάκησαν ὁ ἐργάτης Ι. Περδικάρης, Ν. Μελισσῆς καὶ Χιώτης καὶ οἱ δύο πρῶτοι ἐπετέθησαν κατὰ τοῦ τελευταίου ὃν ἐτραυμάτισαν διὰ μαχαίρας. [358, 1127, 588, 1202]
paragraph: ΚΑΛΑΒΡΥΤΑ, 23 Μαΐου (Τηλεγράφημα τοῦ «Σκρίπ»). Τὸ συνέδριον τοῦ Συλλόγου τῶν Καλαβρυτινῶν γενόμενον ἐνταῦθα συνεκέντρωσε πολὺ πλῆθος. Παρίσταντο οἱ ἀντιπρόσωποι τῶν Καλαβρυτινῶν συλλόγων καὶ οἱ δήμαρχοι τῆς ἐπαρχίας. [358, 792, 588, 867]
paragraph: Ἀνηγορεύθη διδάκτωρ τῆς ἰατρικῆς ὁ κ. Δημ. Παναγιωτόπουλος ἐκ Μεσολογγίου, καὶ ὡς ἐκ τούτου ἐγένετο δεξίωσις. [1336, 221, 1554, 259]
paragraph: Δικάζον ἐρήμην τοῦ ἐναγομένου [885, 1269, 1053, 1281]
paragraph: Ἡ Τριπολιτσὰ ἐκυριεύθη τὴν 23 Σεπτεμβρίου 1821 ἡμέραν κατὰ τὴν ὁποίαν οἱ Ἕλληνες εἰσῆλθον ἐν αὐτῇ. Οὐδεμία δὲ τῶν ἐχουσῶν ἔτι κατοικίαν ἀπέμεινεν. [1100, 487, 1320, 550]
serial-title: Η ΗΡΩΪΣ [1136, 333, 1284, 369]
column-1 [110, 134, 342, 2129]
ad-subtitle: DE LA PEAU & VÉNÉRIENNES [1356, 1166, 1534, 1180]
subheadline: ΤΩΝ ΕΝ ΒΕΛΕΣΤΙΝΩ ΠΕΣΟΝΤΩΝ [129, 1281, 323, 1295]
advertisement: Ἐνδυμασίαι παιδικαὶ ἐκ διαφόρων ὑφασμάτων εὑρίσκονται ἐν τῷ καταστήματι ἡμῶν εἰς τιμὰς συγκαταβατικάς. [1336, 609, 1554, 659]
paragraph: Τίποτε ῥωμαντικώτερον ἢ τὸ κατόρθωμα τῶν Σουλιωτῶν ἐν τῇ πολιορκίᾳ τοῦ φρουρίου των. [1100, 1033, 1320, 1070]
scan-top-border [0, 0, 1600, 82]
paragraph: Ὁ Λαμπρὸς νέος κ. Αἰνείας Παπαγρηγορίου, υἱὸς τοῦ Ταγματάρχου κ. Παπαγρηγορίου ὁ ὁποῖος ἔλαβε τὸ δίπλωμα τοῦ ἰατροῦ, τυγχάνει ἄξιος συγχαρητηρίων. [1336, 158, 1554, 220]
paragraph: Καταδικάζει τὸν ἐναγόμενον ἐν τῇ ἐκ τοῦ ἐνάγοντος καταβολῇ δραχμῶν χρυσῶν 213 καὶ 75/100 μετὰ τῶν νομίμων τόκων. [854, 726, 1084, 763]
advertisement: Ὁ ἰατρὸς κ. Ἰωάν. Κοκκινώτης εἰδικὸς ἐπὶ τῆς θεραπείας αὐτῶν ἐκ Παρισίων καὶ ἐντὸς τῶν νοσοκομείων Βιέννης, δέχεται 8—11 π. μ. καὶ 2—5 μ. μ. ὁδὸς Σωκράτους 29 Α. [1336, 1250, 1554, 1326]
column-rule [1328, 134, 1329, 2129]
subheadline: ΚΑΚΟΥΡΓΟΥ ΗΓΟΥΜΕΝΟΥ [137, 831, 315, 848]
paragraph: Ὁ κ. Παπαγεωργίου ἀντέλεξε τότε ὅτι δὲν γνωρίζει νὰ καταργῶνται οἱ νόμοι διὰ τῆς ἀρχαιότητος. Ἀλλ' ὁ κ. Δήμαρχος ἐπέμεινε. [604, 1083, 838, 1121]
paragraph: Μετὰ ταῦτα ἡ ἐπιτροπὴ μετὰ τῶν βουλευτῶν θὰ μεταβῇ εἰς τὸ ὑπουργεῖον τῶν Ἐσωτερικῶν ὅπου θὰ παρουσιασθῇ ἐνώπιον τοῦ κ. Πρωθυπουργοῦ καὶ θὰ τῷ γνωρίσῃ τὰς ἀπαιτήσεις τῶν ἀρχηγῶν τῶν κομμάτων καὶ τῶν ἄλλων κορυφαίων πολιτευομένων καὶ θὰ παρακαλέσῃ νὰ ὑποβάλῃ τὸ νομοσχέδιον εἰς τὴν Βουλήν. [358, 185, 588, 285]
column-rule [1092, 134, 1093, 2129]
paragraph: Ἀπὸ τῆς ἐποχῆς ἐκείνης ἐξέλιπε τὸ τολμηρὸν καὶ γενναῖον πνεῦμα τῆς ἡρωΐδος. [1100, 693, 1320, 730]
advertisement: Καθημερινὰ πακέτων ἐν πραιτα διὰ μωρὰ παιδάκια. [1336, 583, 1554, 608]
paragraph: Ἰδὸν τὴν δικογραφίαν. [910, 530, 1028, 542]
paragraph: Τοῦ ἐνάγοντος Θεοδ. Δ. Ἀποστολοπούλου, κατοίκου Ἀθηνῶν παραστάντος διὰ τοῦ πληρεξουσίου του δικηγόρου Σωτηρ. Γ. Χατζηπαυλάκη κατὰ τοῦ ἐναγομένου Ζησίμου Συρεπόλου, ἀγνώστου διαμονῆς ἀπόντος. [854, 1036, 1084, 1111]
paragraph: Ἐγένετο προχθὲς ἐπιθεώρησις τῶν ἐστιατορίων, ζαχαροπλαστείων καὶ ἀρτοποιείων ὑπὸ τῆς ἀστυνομίας καὶ τὰ πλεῖστα τῶν καταστημάτων τούτων εὑρέθησαν ἐν μερικῇ καθαριότητι. [604, 1244, 838, 1306]
paragraph: Ἀριθ. 1810. Ἐν ὀνόματι τοῦ Βασιλέως τῶν Ἑλλήνων Γεωργίου τοῦ Α'. [858, 134, 1080, 158]
paragraph: Διάφοροι ἰατροὶ τῆς πόλεως μας καὶ ἰδίως οἱ νεαροὶ εἰσῆλθον ὡς ἐθελονταὶ εἰς τὸ Βρεφοκομεῖον, μίαν ἡμέραν δὲ ὁ κ. Δήμαρχος ἀπεφάσισε νὰ τοὺς μισθοδοτήσῃ καὶ ἐδημιουργήθησαν τὸ ἀποκαλυφθὲν αὐτὸ σκάνδαλον. [604, 629, 838, 704]
subheadline: ΤΟΥ ΦΟΡΟΥ ΕΠΙ ΤΟΥ ΣΙΤΟΥ [142, 1602, 310, 1616]
headline: ΧΩΡΙΚΟΣ [358, 294, 588, 323]
paragraph: Διὰ ταῦτα [942, 1256, 996, 1268]
headline: Η ΙΑΠΩΝΙΚΗ ΠΥΡΙΤΙΣ [160, 1118, 292, 1134]
